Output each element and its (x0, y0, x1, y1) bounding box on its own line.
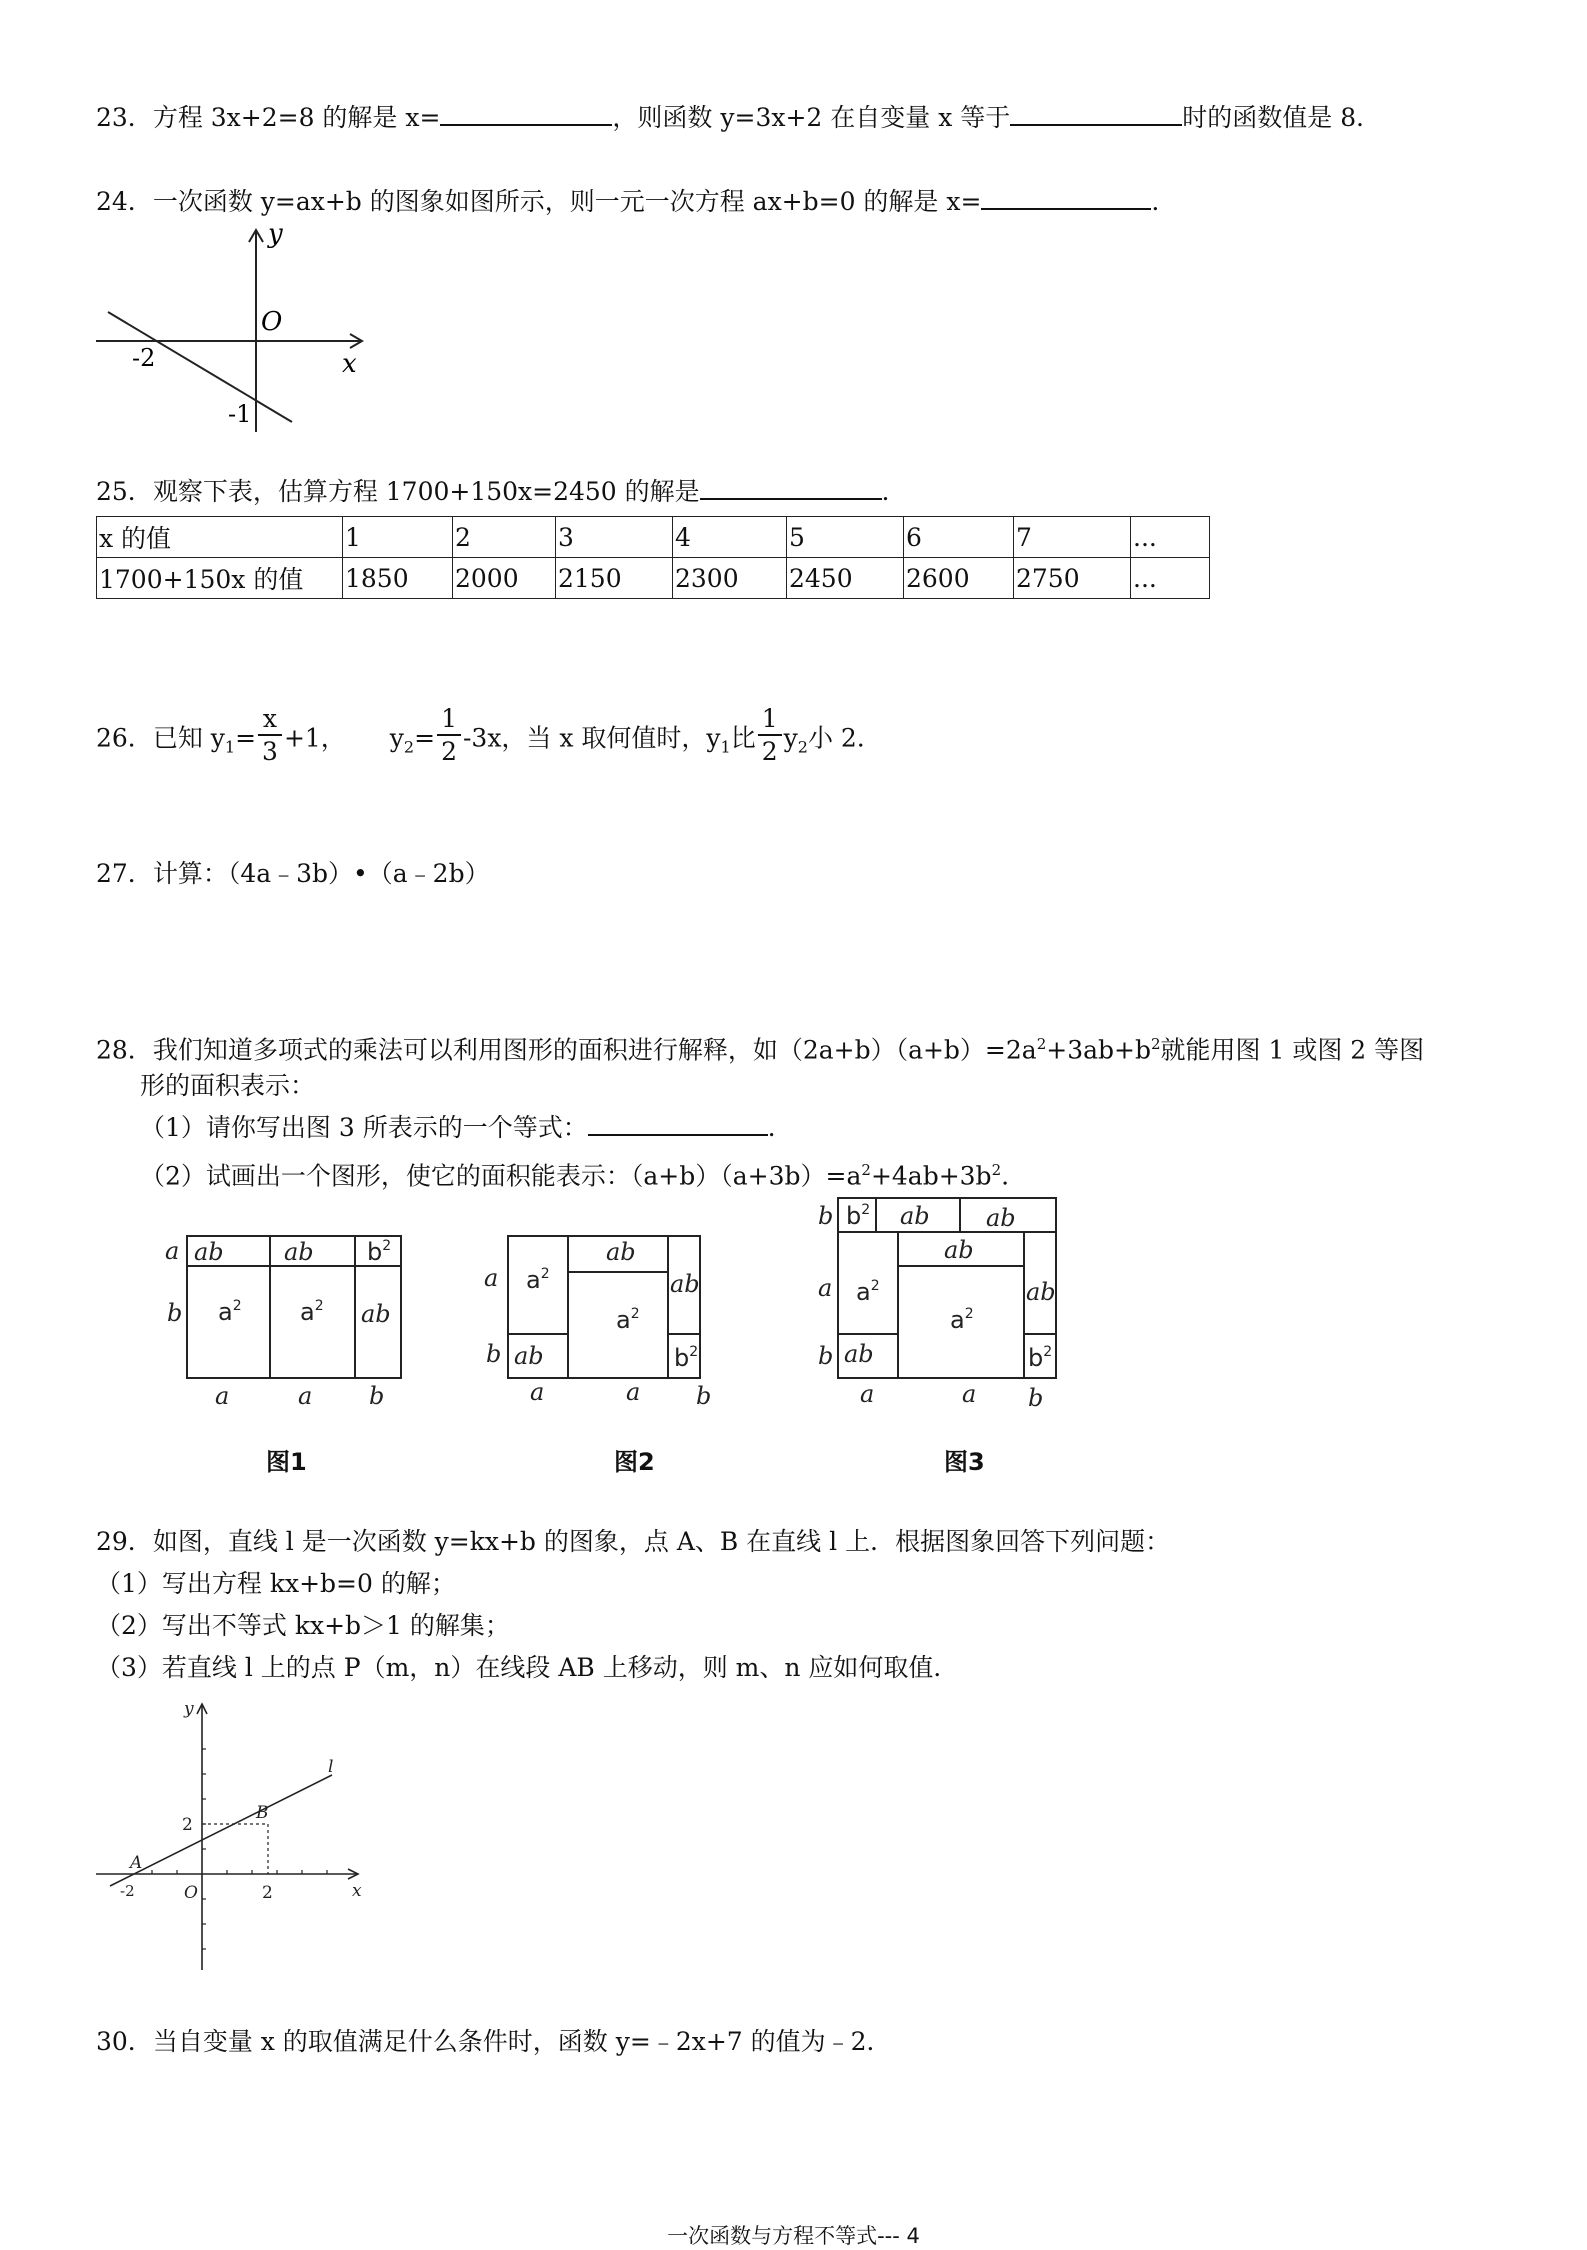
area-label: $b^2$ (367, 1238, 392, 1266)
axis-label-y: y (268, 222, 283, 249)
side-label: a (215, 1382, 230, 1410)
value-table (96, 516, 1210, 599)
figure-1 (160, 1230, 410, 1410)
table-cell: 6 (904, 517, 1014, 558)
area-label: $a^2$ (300, 1298, 324, 1326)
area-label: $a^2$ (616, 1306, 640, 1334)
figure-2-caption: 图2 (614, 1448, 655, 1476)
table-row (97, 517, 1210, 558)
table-cell: 1 (343, 517, 453, 558)
page-footer: 一次函数与方程不等式--- 4 (667, 2224, 920, 2248)
answer-blank[interactable] (588, 1114, 768, 1136)
table-row (97, 558, 1210, 599)
area-label: ab (900, 1202, 930, 1230)
table-cell: 2150 (556, 558, 673, 599)
fraction: $\frac{1}{2}$ (437, 704, 461, 768)
side-label: a (165, 1237, 180, 1265)
axis-label-y: y (184, 1699, 194, 1719)
side-label: b (1028, 1384, 1044, 1412)
side-label: b (696, 1382, 712, 1410)
answer-blank[interactable] (700, 478, 882, 500)
area-label: ab (670, 1270, 700, 1298)
area-label: ab (844, 1340, 874, 1368)
question-27: 27．计算：（4a﹣3b）•（a﹣2b） (96, 859, 490, 888)
area-label: ab (606, 1238, 636, 1266)
q29-graph (96, 1698, 376, 1978)
figure-3 (808, 1192, 1068, 1412)
area-label: $a^2$ (856, 1278, 880, 1306)
question-number: 27． (96, 859, 153, 888)
answer-blank[interactable] (440, 104, 612, 126)
area-label: ab (194, 1238, 224, 1266)
table-cell: 3 (556, 517, 673, 558)
question-29-part-3: （3）若直线 l 上的点 P（m，n）在线段 AB 上移动，则 m、n 应如何取值． (96, 1653, 959, 1682)
question-number: 29． (96, 1527, 153, 1556)
table-cell: 2450 (787, 558, 904, 599)
question-24: 24．一次函数 y=ax+b 的图象如图所示，则一元一次方程 ax+b=0 的解是 x= ． (96, 187, 1177, 216)
side-label: a (530, 1378, 545, 1406)
x-intercept-label: -2 (132, 344, 156, 372)
question-30: 30．当自变量 x 的取值满足什么条件时，函数 y=﹣2x+7 的值为﹣2． (96, 2027, 892, 2056)
x-neg-tick-label: -2 (120, 1882, 135, 1900)
table-cell: x 的值 (97, 517, 343, 558)
table-cell: ... (1131, 517, 1210, 558)
side-label: a (298, 1382, 313, 1410)
question-number: 23． (96, 103, 153, 132)
table-cell: 2300 (673, 558, 787, 599)
question-23: 23．方程 3x+2=8 的解是 x= ，则函数 y=3x+2 在自变量 x 等于 时的函数值是 8． (96, 103, 1382, 132)
question-25: 25．观察下表，估算方程 1700+150x=2450 的解是 ． (96, 477, 907, 506)
side-label: a (626, 1378, 641, 1406)
side-label: b (818, 1342, 834, 1370)
fraction: $\frac{1}{2}$ (758, 704, 782, 768)
area-label: $b^2$ (846, 1202, 871, 1230)
answer-blank[interactable] (1010, 104, 1182, 126)
question-29-part-1: （1）写出方程 kx+b=0 的解； (96, 1569, 456, 1598)
table-cell: ... (1131, 558, 1210, 599)
side-label: b (369, 1382, 385, 1410)
side-label: a (484, 1264, 499, 1292)
point-b-label: B (256, 1803, 269, 1823)
table-cell: 4 (673, 517, 787, 558)
area-label: $a^2$ (950, 1306, 974, 1334)
axis-label-x: x (352, 1881, 362, 1901)
side-label: b (167, 1299, 183, 1327)
table-cell: 5 (787, 517, 904, 558)
question-28: 28．我们知道多项式的乘法可以利用图形的面积进行解释，如$(2a+b)(a+b)=2a^2+3ab+b^2$就能用图 1 或图 2 等图 (96, 1035, 1425, 1065)
table-cell: 2 (453, 517, 556, 558)
line-label: l (328, 1757, 334, 1777)
area-label: ab (284, 1238, 314, 1266)
area-label: ab (944, 1236, 974, 1264)
area-label: ab (1026, 1278, 1056, 1306)
side-label: b (486, 1340, 502, 1368)
q24-graph (96, 222, 376, 432)
table-cell: 2750 (1014, 558, 1131, 599)
side-label: a (962, 1380, 977, 1408)
area-label: ab (514, 1342, 544, 1370)
area-label: $b^2$ (674, 1344, 699, 1372)
question-number: 28． (96, 1035, 153, 1065)
figure-2 (478, 1230, 728, 1410)
question-number: 26． (96, 723, 153, 753)
question-number: 24． (96, 187, 153, 216)
x-tick-label: 2 (262, 1883, 273, 1903)
question-26: 26．已知 $y_1=$ $\frac{x}{3}$ +1， $y_2=$ $\frac{1}{2}$ -3x，当 x 取何值时，$y_1$比 $\frac{1}{2}$ $y_2$小 2． (96, 704, 882, 766)
question-28-line-2: 形的面积表示： (140, 1071, 316, 1100)
y-tick-label: 2 (182, 1815, 193, 1835)
point-a-label: A (130, 1853, 143, 1873)
origin-label: O (184, 1883, 198, 1903)
table-cell: 1850 (343, 558, 453, 599)
figure-1-caption: 图1 (266, 1448, 307, 1476)
side-label: a (818, 1274, 833, 1302)
y-intercept-label: -1 (228, 400, 252, 428)
answer-blank[interactable] (981, 188, 1151, 210)
table-cell: 2000 (453, 558, 556, 599)
area-label: $a^2$ (526, 1266, 550, 1294)
area-label: ab (986, 1204, 1016, 1232)
area-label: ab (361, 1300, 391, 1328)
question-28-part-1: （1）请你写出图 3 所表示的一个等式： ． (140, 1113, 793, 1142)
figure-3-caption: 图3 (944, 1448, 985, 1476)
area-label: $b^2$ (1028, 1344, 1053, 1372)
table-cell: 1700+150x 的值 (97, 558, 343, 599)
question-29: 29．如图，直线 l 是一次函数 y=kx+b 的图象，点 A、B 在直线 l 上．根据图象回答下列问题： (96, 1527, 1171, 1556)
question-28-part-2: （2）试画出一个图形，使它的面积能表示：$(a+b)(a+3b)=a^2+4ab+3b^2$. (140, 1161, 1010, 1191)
question-number: 25． (96, 477, 153, 506)
side-label: a (860, 1380, 875, 1408)
side-label: b (818, 1202, 834, 1230)
origin-label: O (261, 307, 283, 337)
table-cell: 7 (1014, 517, 1131, 558)
fraction: $\frac{x}{3}$ (258, 704, 282, 768)
question-number: 30． (96, 2027, 153, 2056)
table-cell: 2600 (904, 558, 1014, 599)
question-29-part-2: （2）写出不等式 kx+b＞1 的解集； (96, 1611, 510, 1640)
area-label: $a^2$ (218, 1298, 242, 1326)
axis-label-x: x (342, 349, 357, 379)
